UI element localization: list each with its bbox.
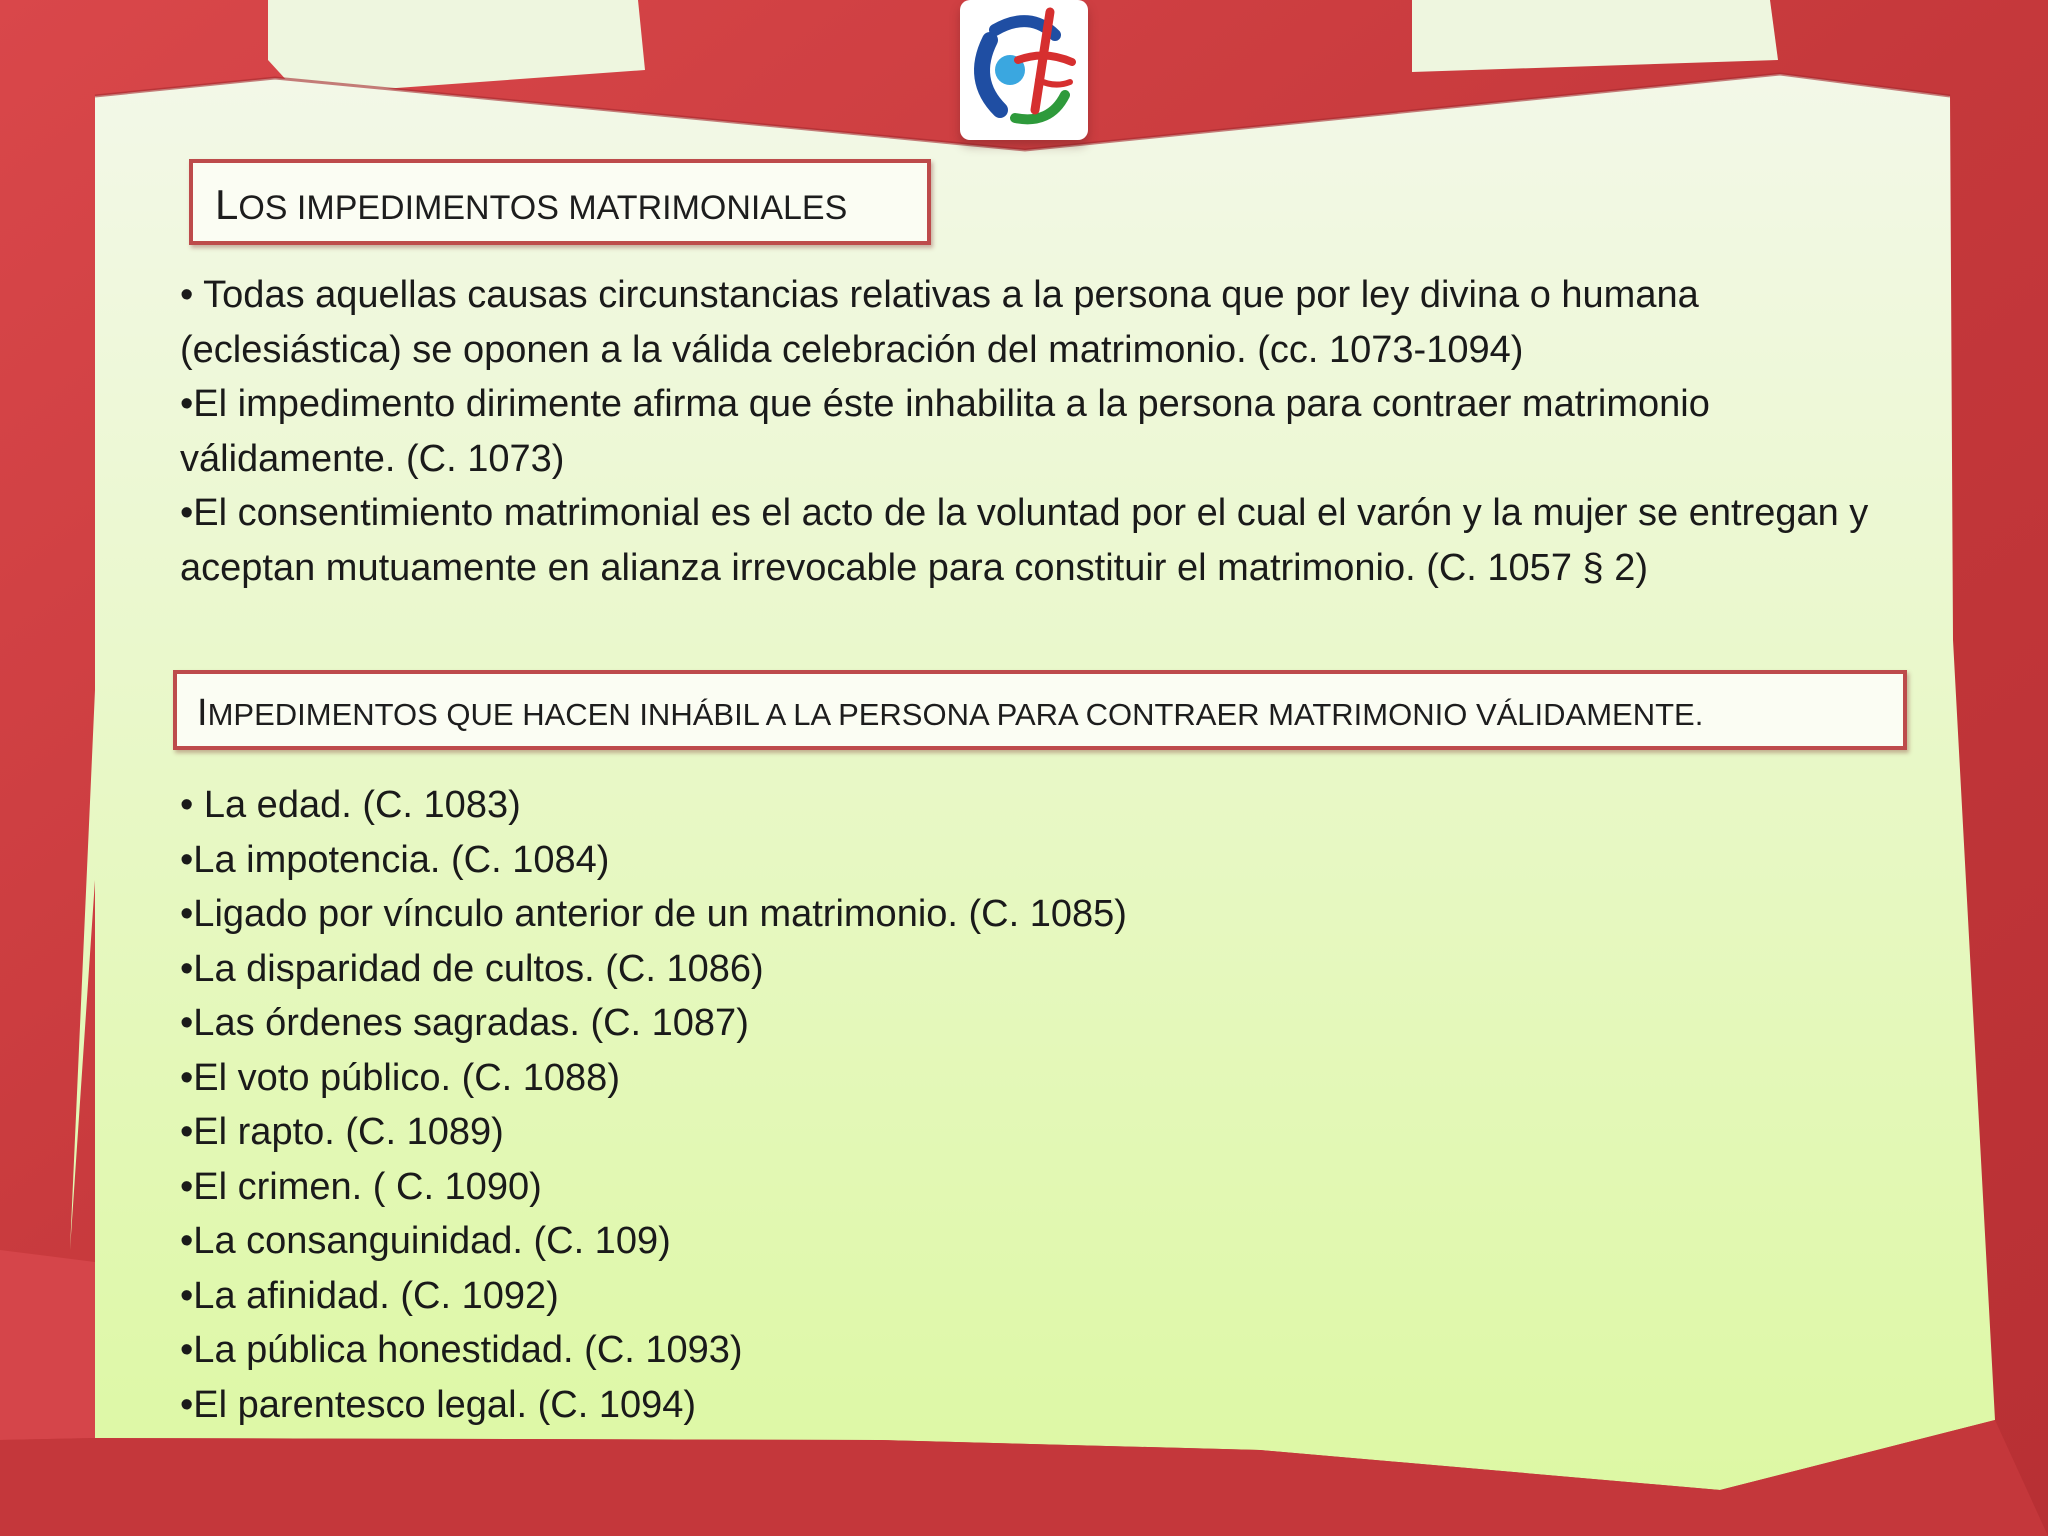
definition-paragraph: •El consentimiento matrimonial es el acto de la voluntad por el cual el varón y la mujer se entregan y aceptan mutuamente en alianza irrevocable para constituir el matrimonio. (C. 1057 § 2) — [180, 492, 1869, 589]
list-item: •Las órdenes sagradas. (C. 1087) — [180, 1002, 749, 1044]
list-item: •La disparidad de cultos. (C. 1086) — [180, 947, 764, 990]
definitions-text — [180, 268, 1900, 595]
top-right-paper-tab — [1412, 0, 1778, 72]
list-item: •La consanguinidad. (C. 109) — [180, 1220, 671, 1262]
section-title-rest: OS IMPEDIMENTOS MATRIMONIALES — [238, 189, 848, 227]
list-item: •La pública honestidad. (C. 1093) — [180, 1329, 743, 1371]
bottom-left-fold — [0, 1250, 95, 1440]
definition-paragraph: •El impedimento dirimente afirma que éste inhabilita a la persona para contraer matrimonio válidamente. (C. 1073) — [180, 383, 1710, 480]
section-title-impedimentos-list — [173, 670, 1907, 750]
section-title-initial: L — [215, 181, 239, 228]
list-item: •Ligado por vínculo anterior de un matrimonio. (C. 1085) — [180, 893, 1127, 935]
list-item: •El parentesco legal. (C. 1094) — [180, 1383, 697, 1426]
list-item: •El rapto. (C. 1089) — [180, 1111, 504, 1153]
list-item: •La afinidad. (C. 1092) — [180, 1274, 559, 1317]
section-title-initial: I — [197, 692, 208, 734]
list-item: • La edad. (C. 1083) — [180, 784, 521, 826]
church-logo-icon — [960, 0, 1088, 140]
list-item: •El crimen. ( C. 1090) — [180, 1165, 542, 1208]
section-title-impedimentos — [189, 159, 931, 245]
list-item: •La impotencia. (C. 1084) — [180, 838, 610, 881]
impediments-list — [180, 778, 1900, 1432]
definition-paragraph: • Todas aquellas causas circunstancias relativas a la persona que por ley divina o humana (eclesiástica) se oponen a la válida celebración del matrimonio. (cc. 1073-1094) — [180, 274, 1699, 371]
list-item: •El voto público. (C. 1088) — [180, 1056, 620, 1099]
section-title-rest: MPEDIMENTOS QUE HACEN INHÁBIL A LA PERSONA PARA CONTRAER MATRIMONIO VÁLIDAMENTE. — [207, 697, 1704, 732]
